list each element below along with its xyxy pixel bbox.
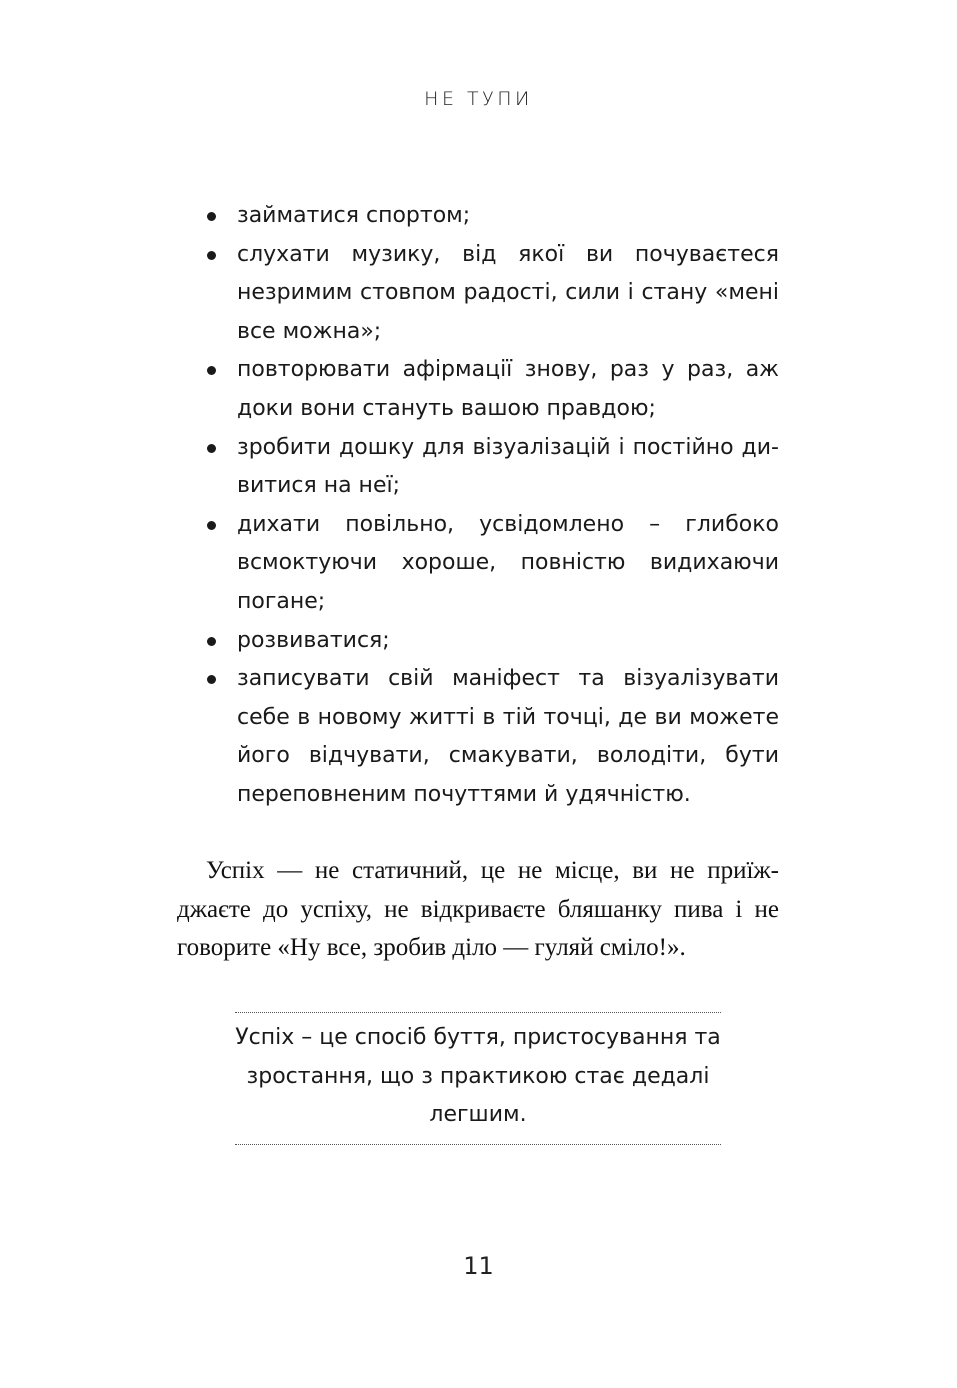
bullet-icon (207, 444, 216, 453)
list-item-text: записувати свій маніфест та візуалізувати себе в новому житті в тій точці, де ви можете його відчувати, смакувати, володіти, бути переповненим почуттями й удячністю. (237, 666, 779, 807)
bullet-list (205, 197, 779, 815)
list-item (205, 506, 779, 622)
bullet-icon (207, 251, 216, 260)
list-item (205, 429, 779, 506)
pull-quote (235, 1012, 721, 1145)
bullet-icon (207, 366, 216, 375)
list-item-text: слухати музику, від якої ви почуваєтеся незримим стовпом радості, сили і стану «мені все можна»; (237, 241, 779, 344)
list-item-text: дихати повільно, усвідомлено – глибоко всмоктуючи хороше, повністю видихаючи погане; (237, 511, 779, 614)
list-item-text: зробити дошку для візуалізацій і постійно дивитися на неї; (237, 434, 779, 499)
list-item (205, 622, 779, 661)
list-item (205, 236, 779, 352)
pull-quote-text: Успіх – це спосіб буття, пристосування та зростання, що з практикою стає дедалі легшим. (235, 1025, 721, 1128)
list-item-text: розвиватися; (237, 627, 390, 653)
list-item-text: повторювати афірмації знову, раз у раз, аж доки вони стануть вашою правдою; (237, 357, 779, 421)
bullet-icon (207, 675, 216, 684)
bullet-icon (207, 521, 216, 530)
bullet-icon (207, 212, 216, 221)
bullet-icon (207, 637, 216, 646)
body-paragraph: Успіх — не статичний, це не місце, ви не приїжджаєте до успіху, не відкриваєте бляшанку пива і не говорите «Ну все, зробив діло — гуляй сміло!». (177, 857, 779, 961)
list-item-text: займатися спортом; (237, 203, 471, 228)
list-item (205, 197, 779, 236)
page-number: 11 (463, 1252, 494, 1280)
running-header: НЕ ТУПИ (424, 88, 533, 110)
list-item (205, 351, 779, 428)
list-item (205, 660, 779, 814)
